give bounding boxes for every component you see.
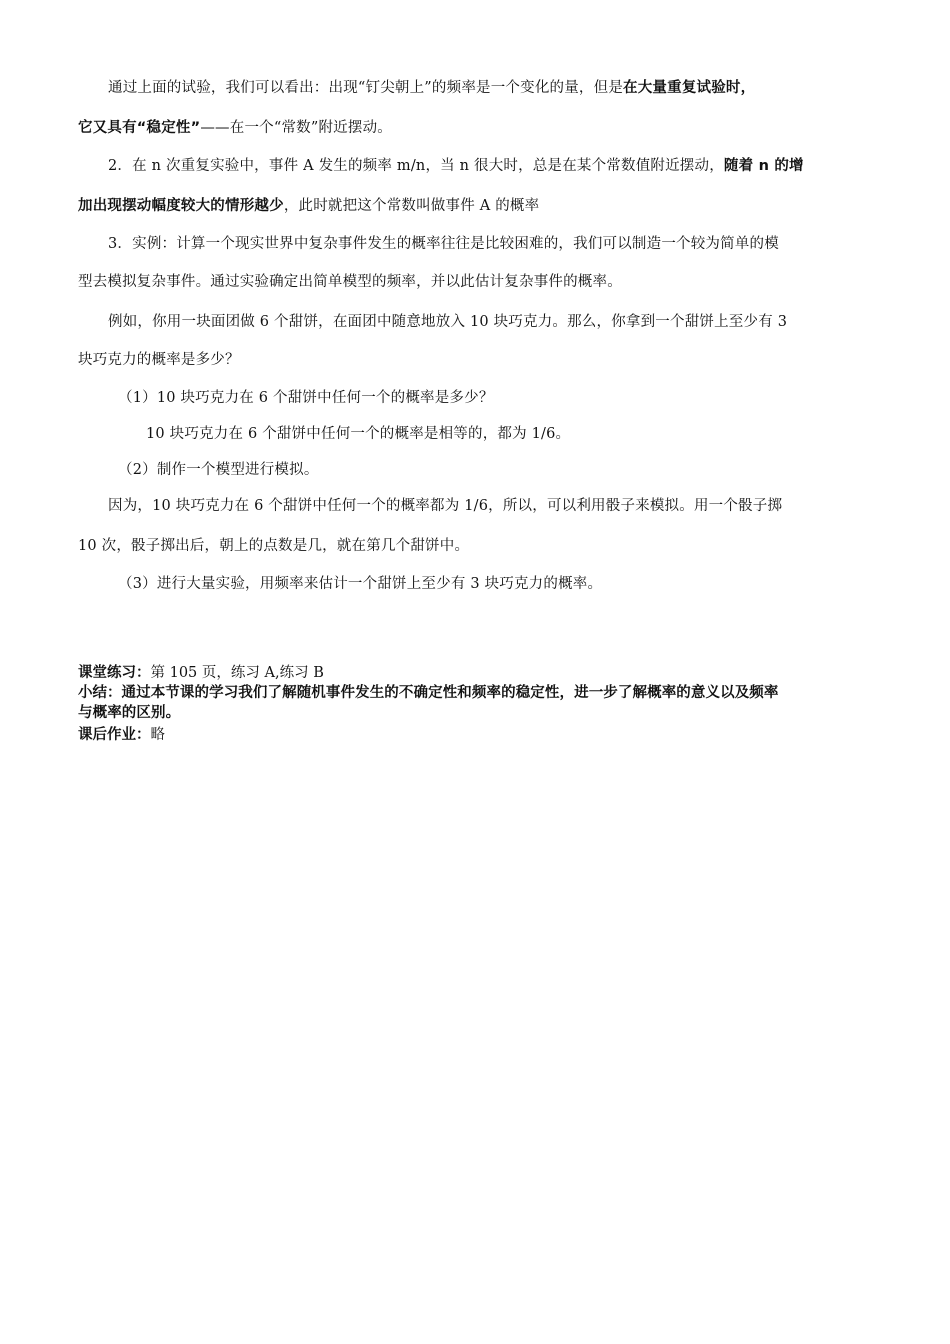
answer-1: 10 块巧克力在 6 个甜饼中任何一个的概率是相等的，都为 1/6。 bbox=[146, 426, 571, 442]
homework-label: 课后作业： bbox=[78, 727, 151, 743]
question-3: （3）进行大量实验，用频率来估计一个甜饼上至少有 3 块巧克力的概率。 bbox=[118, 576, 603, 592]
practice-line bbox=[78, 664, 878, 683]
paragraph-1-emphasis-2: 它又具有“稳定性” bbox=[78, 120, 201, 136]
paragraph-2-emphasis: 随着 n 的增 bbox=[723, 158, 804, 174]
conclusion-label: 小结： bbox=[78, 685, 122, 701]
practice-label: 课堂练习： bbox=[78, 665, 151, 681]
conclusion-text-2: 与概率的区别。 bbox=[78, 705, 181, 721]
question-1: （1）10 块巧克力在 6 个甜饼中任何一个的概率是多少？ bbox=[118, 390, 494, 406]
reason-line-2: 10 次，骰子掷出后，朝上的点数是几，就在第几个甜饼中。 bbox=[78, 538, 470, 554]
practice-text: 第 105 页，练习 A,练习 B bbox=[150, 665, 324, 681]
paragraph-2-line-2 bbox=[78, 196, 878, 216]
reason-line-1: 因为，10 块巧克力在 6 个甜饼中任何一个的概率都为 1/6，所以，可以利用骰子来模拟。用一个骰子掷 bbox=[108, 498, 783, 514]
paragraph-2-text: 2．在 n 次重复实验中，事件 A 发生的频率 m/n，当 n 很大时，总是在某个常数值附近摆动， bbox=[108, 158, 724, 174]
conclusion-text: 通过本节课的学习我们了解随机事件发生的不确定性和频率的稳定性，进一步了解概率的意义以及频率 bbox=[121, 685, 779, 701]
paragraph-2-text-2: ，此时就把这个常数叫做事件 A 的概率 bbox=[283, 198, 540, 214]
homework-line bbox=[78, 726, 878, 745]
conclusion-line-2 bbox=[78, 704, 878, 723]
paragraph-3-line-1: 3．实例：计算一个现实世界中复杂事件发生的概率往往是比较困难的，我们可以制造一个较为简单的模 bbox=[108, 236, 779, 252]
conclusion-line-1 bbox=[78, 684, 878, 703]
paragraph-1-text-2: ——在一个“常数”附近摆动。 bbox=[200, 120, 392, 136]
paragraph-1-line-2 bbox=[78, 118, 878, 138]
example-line-2: 块巧克力的概率是多少？ bbox=[78, 352, 240, 368]
question-2: （2）制作一个模型进行模拟。 bbox=[118, 462, 319, 478]
paragraph-1-text: 通过上面的试验，我们可以看出：出现“钉尖朝上”的频率是一个变化的量，但是 bbox=[108, 80, 624, 96]
paragraph-2-emphasis-2: 加出现摆动幅度较大的情形越少 bbox=[78, 198, 284, 214]
paragraph-1-emphasis: 在大量重复试验时， bbox=[623, 80, 756, 96]
paragraph-3-line-2: 型去模拟复杂事件。通过实验确定出简单模型的频率，并以此估计复杂事件的概率。 bbox=[78, 274, 622, 290]
paragraph-1-line-1 bbox=[108, 78, 908, 98]
homework-text: 略 bbox=[150, 727, 165, 743]
example-line-1: 例如，你用一块面团做 6 个甜饼，在面团中随意地放入 10 块巧克力。那么，你拿到一个甜饼上至少有 3 bbox=[108, 314, 788, 330]
paragraph-2-line-1 bbox=[108, 156, 908, 176]
